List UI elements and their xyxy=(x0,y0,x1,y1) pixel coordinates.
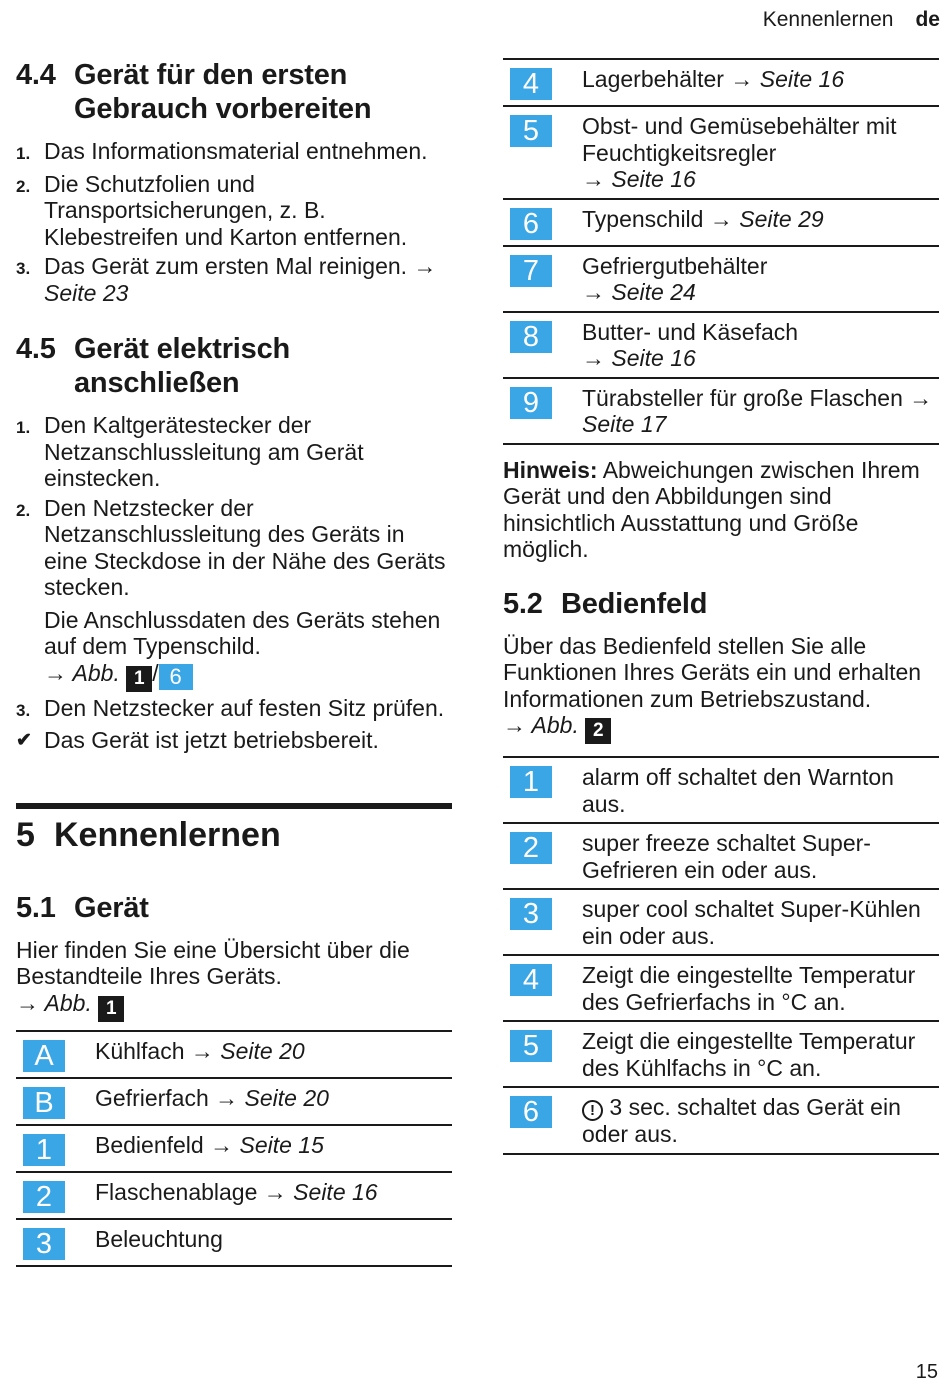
figure-link[interactable]: → Abb. xyxy=(16,989,92,1016)
legend-text: Butter- und Käsefach → Seite 16 xyxy=(582,318,799,371)
legend-row xyxy=(503,955,939,1021)
legend-text: Bedienfeld → Seite 15 xyxy=(95,1131,324,1158)
step-number: 3. xyxy=(16,259,31,278)
chapter-rule xyxy=(16,803,452,809)
legend-key: 9 xyxy=(510,387,552,419)
heading-number: 4.4 xyxy=(16,59,56,91)
step-result xyxy=(16,727,452,755)
heading-number: 5 xyxy=(16,815,35,854)
legend-text: Gefrierfach → Seite 20 xyxy=(95,1084,329,1111)
legend-key: 4 xyxy=(510,68,552,100)
step-text: Das Gerät zum ersten Mal reinigen. → Seite 23 xyxy=(44,253,437,306)
step-note: Die Anschlussdaten des Geräts stehen auf dem Typenschild. xyxy=(44,606,441,659)
step-number: 1. xyxy=(16,418,31,437)
page-reference[interactable]: → Seite 20 xyxy=(215,1084,329,1111)
legend-key: 6 xyxy=(510,1096,552,1128)
section-intro: Über das Bedienfeld stellen Sie alle Funktionen Ihres Geräts ein und erhalten Informationen zum Betriebszustand. xyxy=(503,632,922,712)
figure-reference xyxy=(16,990,452,1022)
page-reference[interactable]: → Seite 20 xyxy=(190,1037,305,1064)
legend-row xyxy=(16,1078,452,1125)
legend-row xyxy=(16,1125,452,1172)
power-icon: ! xyxy=(582,1100,603,1121)
legend-key: 5 xyxy=(510,115,552,147)
legend-key: 4 xyxy=(510,964,552,996)
legend-text: super freeze schaltet Super-Gefrieren ein oder aus. xyxy=(582,830,871,883)
legend-text: Lagerbehälter → Seite 16 xyxy=(582,66,845,92)
legend-key: 2 xyxy=(510,832,552,864)
legend-text: Beleuchtung xyxy=(95,1225,223,1252)
control-panel-legend xyxy=(503,756,939,1155)
section-intro: Hier finden Sie eine Übersicht über die Bestandteile Ihres Geräts. xyxy=(16,936,410,989)
legend-key: 1 xyxy=(510,766,552,798)
legend-key: B xyxy=(23,1087,65,1119)
legend-text: Flaschenablage → Seite 16 xyxy=(95,1178,378,1205)
hint-note xyxy=(503,457,939,563)
legend-row xyxy=(503,199,939,246)
page-reference[interactable]: → Seite 23 xyxy=(44,253,437,306)
legend-text: alarm off schaltet den Warnton aus. xyxy=(582,764,894,817)
legend-key: 1 xyxy=(23,1134,65,1166)
legend-row xyxy=(503,1087,939,1154)
page-reference[interactable]: → Seite 24 xyxy=(582,279,696,305)
item-badge: 6 xyxy=(159,664,193,690)
legend-row xyxy=(503,757,939,823)
header-language: de xyxy=(915,8,940,31)
legend-row xyxy=(503,378,939,444)
heading-title: Gerät elektrisch anschließen xyxy=(74,333,291,399)
legend-row xyxy=(503,1021,939,1087)
page-number: 15 xyxy=(915,1361,938,1383)
right-column xyxy=(503,58,939,1155)
figure-link[interactable]: → Abb. xyxy=(503,712,579,738)
legend-row xyxy=(503,246,939,312)
page-reference[interactable]: → Seite 16 xyxy=(582,166,696,192)
heading-number: 5.1 xyxy=(16,891,56,924)
step-number: 3. xyxy=(16,700,31,720)
legend-text: ! 3 sec. schaltet das Gerät ein oder aus. xyxy=(582,1094,901,1147)
steps-4-5-cont xyxy=(16,695,452,755)
header-section: Kennenlernen xyxy=(762,8,894,31)
legend-key: 6 xyxy=(510,208,552,240)
figure-reference xyxy=(503,712,939,744)
figure-badge: 2 xyxy=(585,718,611,744)
heading-title: Bedienfeld xyxy=(561,587,708,620)
heading-5 xyxy=(16,815,452,855)
heading-number: 4.5 xyxy=(16,333,56,365)
legend-text: super cool schaltet Super-Kühlen ein oder aus. xyxy=(582,896,921,949)
step-text: Den Netzstecker der Netzanschlussleitung des Geräts in eine Steckdose in der Nähe des Geräts stecken. xyxy=(44,494,446,600)
step-number: 1. xyxy=(16,144,31,163)
legend-row xyxy=(16,1172,452,1219)
left-column xyxy=(16,58,452,1267)
figure-reference xyxy=(16,660,452,692)
legend-key: 7 xyxy=(510,255,552,287)
step xyxy=(16,495,452,601)
steps-4-5 xyxy=(16,412,452,601)
page-header xyxy=(763,8,940,32)
step xyxy=(16,695,452,725)
step xyxy=(16,138,452,168)
legend-text: Typenschild → Seite 29 xyxy=(582,205,824,232)
check-icon: ✔ xyxy=(16,730,32,751)
heading-title: Gerät für den ersten Gebrauch vorbereiten xyxy=(74,59,372,125)
page-reference[interactable]: → Seite 16 xyxy=(582,345,696,371)
heading-title: Kennenlernen xyxy=(54,815,281,854)
step xyxy=(16,412,452,492)
legend-text: Türabsteller für große Flaschen → Seite 17 xyxy=(582,384,933,437)
page-reference[interactable]: → Seite 17 xyxy=(582,384,933,437)
hint-label: Hinweis: xyxy=(503,456,598,483)
hint-text: Abweichungen zwischen Ihrem Gerät und den Abbildungen sind hinsichtlich Ausstattung und Größe möglich. xyxy=(503,456,920,562)
legend-row xyxy=(16,1219,452,1266)
step-text: Das Informationsmaterial entnehmen. xyxy=(44,138,428,164)
result-text: Das Gerät ist jetzt betriebsbereit. xyxy=(44,727,379,753)
figure-link[interactable]: → Abb. xyxy=(44,659,120,686)
legend-key: 2 xyxy=(23,1181,65,1213)
legend-key: 8 xyxy=(510,321,552,353)
step xyxy=(16,171,452,251)
page-reference[interactable]: → Seite 29 xyxy=(709,205,824,232)
step-text: Den Kaltgerätestecker der Netzanschlussleitung am Gerät einstecken. xyxy=(44,412,364,491)
legend-row xyxy=(503,823,939,889)
page-reference[interactable]: → Seite 16 xyxy=(263,1178,378,1205)
page-reference[interactable]: → Seite 15 xyxy=(210,1131,324,1158)
legend-text: Zeigt die eingestellte Temperatur des Kühlfachs in °C an. xyxy=(582,1028,916,1081)
separator: / xyxy=(152,659,159,686)
legend-row xyxy=(503,59,939,106)
figure-badge: 1 xyxy=(126,666,152,692)
steps-4-4 xyxy=(16,138,452,306)
legend-row xyxy=(16,1031,452,1078)
legend-key: 5 xyxy=(510,1030,552,1062)
heading-5-1 xyxy=(16,891,452,925)
step-text: Die Schutzfolien und Transportsicherungen, z. B. Klebestreifen und Karton entfernen. xyxy=(44,170,408,250)
legend-row xyxy=(503,889,939,955)
component-legend-left xyxy=(16,1030,452,1267)
step-number: 2. xyxy=(16,500,31,520)
legend-key: 3 xyxy=(510,898,552,930)
heading-5-2 xyxy=(503,587,939,621)
step-text: Den Netzstecker auf festen Sitz prüfen. xyxy=(44,694,445,721)
component-legend-right xyxy=(503,58,939,445)
step-number: 2. xyxy=(16,176,31,196)
heading-4-5 xyxy=(16,332,452,400)
step xyxy=(16,253,452,306)
legend-text: Gefriergutbehälter → Seite 24 xyxy=(582,252,768,305)
heading-4-4 xyxy=(16,58,452,126)
page-reference[interactable]: → Seite 16 xyxy=(730,66,845,92)
legend-row xyxy=(503,312,939,378)
legend-text: Zeigt die eingestellte Temperatur des Gefrierfachs in °C an. xyxy=(582,962,916,1015)
heading-title: Gerät xyxy=(74,891,149,924)
legend-text: Obst- und Gemüsebehälter mit Feuchtigkeitsregler → Seite 16 xyxy=(582,113,897,192)
legend-key: A xyxy=(23,1040,65,1072)
figure-badge: 1 xyxy=(98,996,124,1022)
legend-text: Kühlfach → Seite 20 xyxy=(95,1037,305,1064)
heading-number: 5.2 xyxy=(503,587,543,620)
legend-key: 3 xyxy=(23,1228,65,1260)
legend-row xyxy=(503,106,939,199)
